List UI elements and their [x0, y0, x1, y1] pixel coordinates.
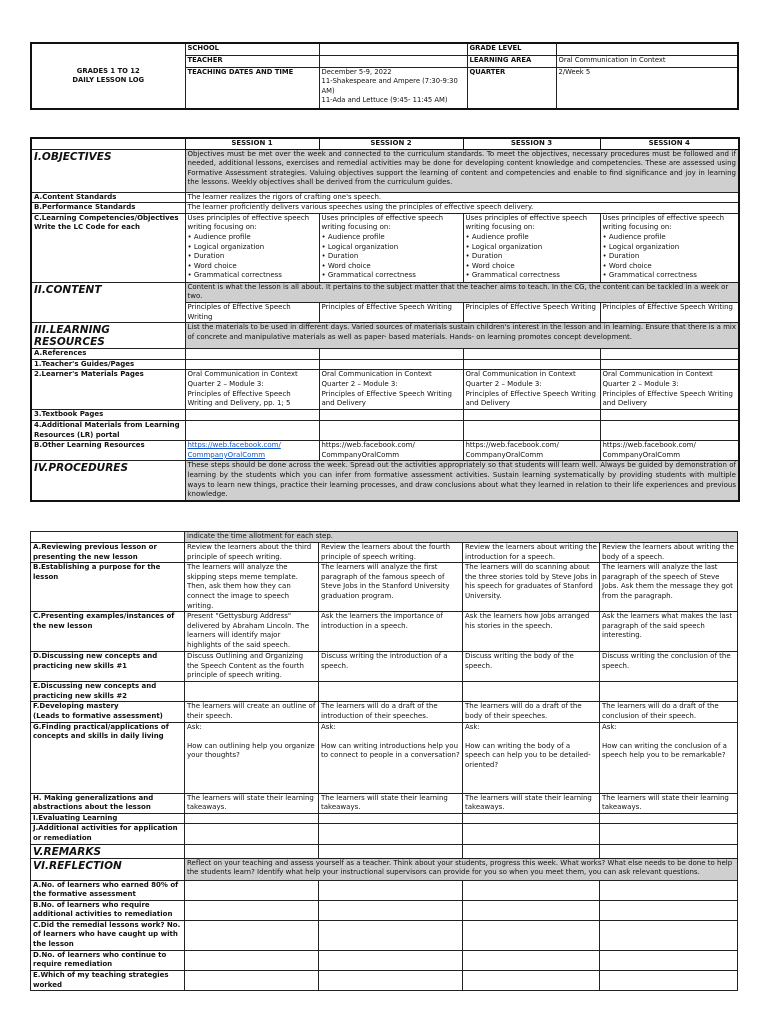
objectives-note: Objectives must be met over the week and connected to the curriculum standards. To meet the objectives, necessary procedures must be followed and if needed, additional lessons, exercises and remedial activities may be done for developing content knowledge and competencies. These are assessed using Formative Assessment strategies. Valuing objectives support the learning of content and competencies and enable to find significance and joy in learning the lessons. Weekly objectives shall be derived from the curriculum guides.: [185, 149, 739, 192]
other-resource-cell: [185, 441, 319, 461]
procedure-cell: Review the learners about the fourth principle of speech writing.: [319, 543, 463, 563]
header-table: [30, 42, 739, 110]
procedure-label: I.Evaluating Learning: [31, 813, 185, 824]
procedure-cell: [319, 824, 463, 844]
reflection-label: B.No. of learners who require additional activities to remediation: [31, 900, 185, 920]
learner-materials-cell: Oral Communication in Context Quarter 2 – Module 3: Principles of Effective Speech Writing and Delivery: [463, 370, 600, 410]
procedure-cell: Review the learners about writing the introduction for a speech.: [463, 543, 600, 563]
procedure-cell: [463, 824, 600, 844]
learner-materials-cell: Oral Communication in Context Quarter 2 – Module 3: Principles of Effective Speech Writing and Delivery, pp. 1; 5: [185, 370, 319, 410]
teacher-guides-label: 1.Teacher's Guides/Pages: [31, 359, 185, 370]
resource-url: https://web.facebook.com/: [465, 441, 559, 450]
content-topic: Principles of Effective Speech Writing: [319, 302, 463, 322]
dll-title-line1: GRADES 1 TO 12: [76, 66, 140, 75]
reflection-label: C.Did the remedial lessons work? No. of learners who have caught up with the lesson: [31, 920, 185, 950]
content-standards-label: A.Content Standards: [31, 192, 185, 203]
learner-materials-cell: Oral Communication in Context Quarter 2 – Module 3: Principles of Effective Speech Writing and Delivery: [319, 370, 463, 410]
learning-resources-heading: III.LEARNING RESOURCES: [31, 323, 185, 349]
procedure-cell: [185, 813, 319, 824]
procedure-cell: The learners will analyze the last paragraph of the speech of Steve Jobs. Ask them the message they got from the paragraph.: [600, 563, 738, 612]
teacher-label: TEACHER: [185, 55, 319, 67]
procedure-cell: Discuss Outlining and Organizing the Speech Content as the fourth principle of speech writing.: [185, 652, 319, 682]
session-1-header: SESSION 1: [185, 138, 319, 149]
procedure-cell: The learners will state their learning takeaways.: [185, 793, 319, 813]
procedure-cell: Discuss writing the body of the speech.: [463, 652, 600, 682]
learning-area-value: Oral Communication in Context: [556, 55, 738, 67]
procedure-cell: The learners will analyze the skipping steps meme template. Then, ask them how they can connect the image to speech writing.: [185, 563, 319, 612]
procedure-cell: Ask the learners how Jobs arranged his stories in the speech.: [463, 612, 600, 652]
quarter-value: 2/Week 5: [556, 67, 738, 109]
competency-cell: Uses principles of effective speech writing focusing on: • Audience profile • Logical organization • Duration • Word choice • Grammatical correctness: [319, 213, 463, 282]
competency-cell: Uses principles of effective speech writing focusing on: • Audience profile • Logical organization • Duration • Word choice • Grammatical correctness: [600, 213, 739, 282]
procedure-cell: [185, 824, 319, 844]
learner-materials-label: 2.Learner's Materials Pages: [31, 370, 185, 410]
content-topic: Principles of Effective Speech Writing: [185, 302, 319, 322]
procedures-note-continued: indicate the time allotment for each step.: [185, 532, 738, 543]
procedure-label: H. Making generalizations and abstractions about the lesson: [31, 793, 185, 813]
teacher-value: [319, 55, 467, 67]
textbook-pages-label: 3.Textbook Pages: [31, 410, 185, 421]
grade-level-value: [556, 43, 738, 55]
session-3-header: SESSION 3: [463, 138, 600, 149]
procedure-label: J.Additional activities for application or remediation: [31, 824, 185, 844]
school-value: [319, 43, 467, 55]
resource-page: CommpanyOralComm: [602, 450, 681, 459]
competencies-label: C.Learning Competencies/Objectives Write the LC Code for each: [31, 213, 185, 282]
procedure-cell: The learners will do a draft of the introduction of their speeches.: [319, 702, 463, 722]
content-topic: Principles of Effective Speech Writing: [463, 302, 600, 322]
procedure-cell: Ask: How can writing the conclusion of a speech help you to be remarkable?: [600, 722, 738, 793]
references-label: A.References: [31, 349, 185, 360]
procedure-label: D.Discussing new concepts and practicing new skills #1: [31, 652, 185, 682]
procedure-cell: The learners will analyze the first paragraph of the famous speech of Steve Jobs in the Stanford University graduation program.: [319, 563, 463, 612]
reflection-label: D.No. of learners who continue to require remediation: [31, 950, 185, 970]
procedure-label: A.Reviewing previous lesson or presenting the new lesson: [31, 543, 185, 563]
procedure-cell: [600, 682, 738, 702]
procedure-label: E.Discussing new concepts and practicing new skills #2: [31, 682, 185, 702]
procedure-cell: The learners will state their learning takeaways.: [600, 793, 738, 813]
procedure-cell: Review the learners about writing the body of a speech.: [600, 543, 738, 563]
performance-standards-value: The learner proficiently delivers various speeches using the principles of effective speech delivery.: [185, 203, 739, 214]
procedure-cell: The learners will state their learning takeaways.: [463, 793, 600, 813]
procedure-cell: Ask: How can outlining help you organize your thoughts?: [185, 722, 319, 793]
objectives-heading: I.OBJECTIVES: [31, 149, 185, 192]
procedure-cell: [319, 682, 463, 702]
grade-level-label: GRADE LEVEL: [467, 43, 556, 55]
procedure-cell: Ask the learners the importance of introduction in a speech.: [319, 612, 463, 652]
competency-cell: Uses principles of effective speech writing focusing on: • Audience profile • Logical organization • Duration • Word choice • Grammatical correctness: [463, 213, 600, 282]
dates-value: December 5-9, 2022 11-Shakespeare and Ampere (7:30-9:30 AM) 11-Ada and Lettuce (9:45- 11:45 AM): [319, 67, 467, 109]
competency-cell: Uses principles of effective speech writing focusing on: • Audience profile • Logical organization • Duration • Word choice • Grammatical correctness: [185, 213, 319, 282]
reflection-label: A.No. of learners who earned 80% of the formative assessment: [31, 880, 185, 900]
lesson-log-table-continued: [30, 531, 738, 991]
other-resource-cell: [463, 441, 600, 461]
content-heading: II.CONTENT: [31, 282, 185, 322]
resource-url: https://web.facebook.com/: [602, 441, 696, 450]
procedure-cell: The learners will create an outline of their speech.: [185, 702, 319, 722]
content-standards-value: The learner realizes the rigors of crafting one's speech.: [185, 192, 739, 203]
procedure-label: F.Developing mastery (Leads to formative assessment): [31, 702, 185, 722]
learning-resources-note: List the materials to be used in different days. Varied sources of materials sustain children's interest in the lesson and in learning. Ensure that there is a mix of concrete and manipulative materials as well as paper- based materials. Hands- on learning promotes concept development.: [185, 323, 739, 349]
facebook-link[interactable]: https://web.facebook.com/: [187, 441, 281, 450]
learner-materials-cell: Oral Communication in Context Quarter 2 – Module 3: Principles of Effective Speech Writing and Delivery: [600, 370, 739, 410]
procedure-cell: [463, 813, 600, 824]
performance-standards-label: B.Performance Standards: [31, 203, 185, 214]
procedures-note: These steps should be done across the week. Spread out the activities appropriately so that students will learn well. Always be guided by demonstration of learning by the students which you can infer from formative assessment activities. Sustain learning systematically by providing students with multiple ways to learn new things, practice their learning processes, and draw conclusions about what they learned in relation to their life experiences and previous knowledge.: [185, 461, 739, 501]
remarks-heading: V.REMARKS: [31, 844, 185, 858]
procedure-cell: [600, 824, 738, 844]
session-4-header: SESSION 4: [600, 138, 739, 149]
quarter-label: QUARTER: [467, 67, 556, 109]
lesson-log-table: [30, 137, 740, 502]
procedure-cell: The learners will do a draft of the conclusion of their speech.: [600, 702, 738, 722]
other-resource-cell: [600, 441, 739, 461]
reflection-label: E.Which of my teaching strategies worked: [31, 971, 185, 991]
procedures-heading: IV.PROCEDURES: [31, 461, 185, 501]
resource-page: CommpanyOralComm: [465, 450, 544, 459]
school-label: SCHOOL: [185, 43, 319, 55]
procedure-label: B.Establishing a purpose for the lesson: [31, 563, 185, 612]
procedure-cell: [463, 682, 600, 702]
procedure-label: G.Finding practical/applications of concepts and skills in daily living: [31, 722, 185, 793]
facebook-link-page[interactable]: CommpanyOralComm: [187, 450, 266, 459]
procedure-cell: [319, 813, 463, 824]
procedure-cell: The learners will state their learning takeaways.: [319, 793, 463, 813]
additional-materials-label: 4.Additional Materials from Learning Resources (LR) portal: [31, 420, 185, 440]
procedure-cell: Discuss writing the conclusion of the speech.: [600, 652, 738, 682]
reflection-heading: VI.REFLECTION: [31, 858, 185, 880]
dll-title-line2: DAILY LESSON LOG: [72, 76, 145, 84]
procedure-cell: [600, 813, 738, 824]
dll-title: [31, 43, 185, 109]
procedure-cell: Ask the learners what makes the last paragraph of the said speech interesting.: [600, 612, 738, 652]
reflection-note: Reflect on your teaching and assess yourself as a teacher. Think about your students, progress this week. What works? What else needs to be done to help the students learn? Identify what help your instructional supervisors can provide for you so when you meet them, you can ask relevant questions.: [185, 858, 738, 880]
dates-label: TEACHING DATES AND TIME: [185, 67, 319, 109]
content-topic: Principles of Effective Speech Writing: [600, 302, 739, 322]
procedure-cell: Ask: How can writing the body of a speech can help you to be detailed- oriented?: [463, 722, 600, 793]
procedure-cell: Ask: How can writing introductions help you to connect to people in a conversation?: [319, 722, 463, 793]
procedure-cell: [185, 682, 319, 702]
other-resources-label: B.Other Learning Resources: [31, 441, 185, 461]
resource-url: https://web.facebook.com/: [321, 441, 415, 450]
session-2-header: SESSION 2: [319, 138, 463, 149]
procedure-cell: Discuss writing the introduction of a speech.: [319, 652, 463, 682]
learning-area-label: LEARNING AREA: [467, 55, 556, 67]
other-resource-cell: [319, 441, 463, 461]
procedure-cell: The learners will do a draft of the body of their speeches.: [463, 702, 600, 722]
resource-page: CommpanyOralComm: [321, 450, 400, 459]
procedure-label: C.Presenting examples/instances of the new lesson: [31, 612, 185, 652]
procedure-cell: Present "Gettysburg Address" delivered by Abraham Lincoln. The learners will identify major highlights of the said speech.: [185, 612, 319, 652]
procedure-cell: Review the learners about the third principle of speech writing.: [185, 543, 319, 563]
content-note: Content is what the lesson is all about. It pertains to the subject matter that the teacher aims to teach. In the CG, the content can be tackled in a week or two.: [185, 282, 739, 302]
procedure-cell: The learners will do scanning about the three stories told by Steve Jobs in his speech for graduates of Stanford University.: [463, 563, 600, 612]
